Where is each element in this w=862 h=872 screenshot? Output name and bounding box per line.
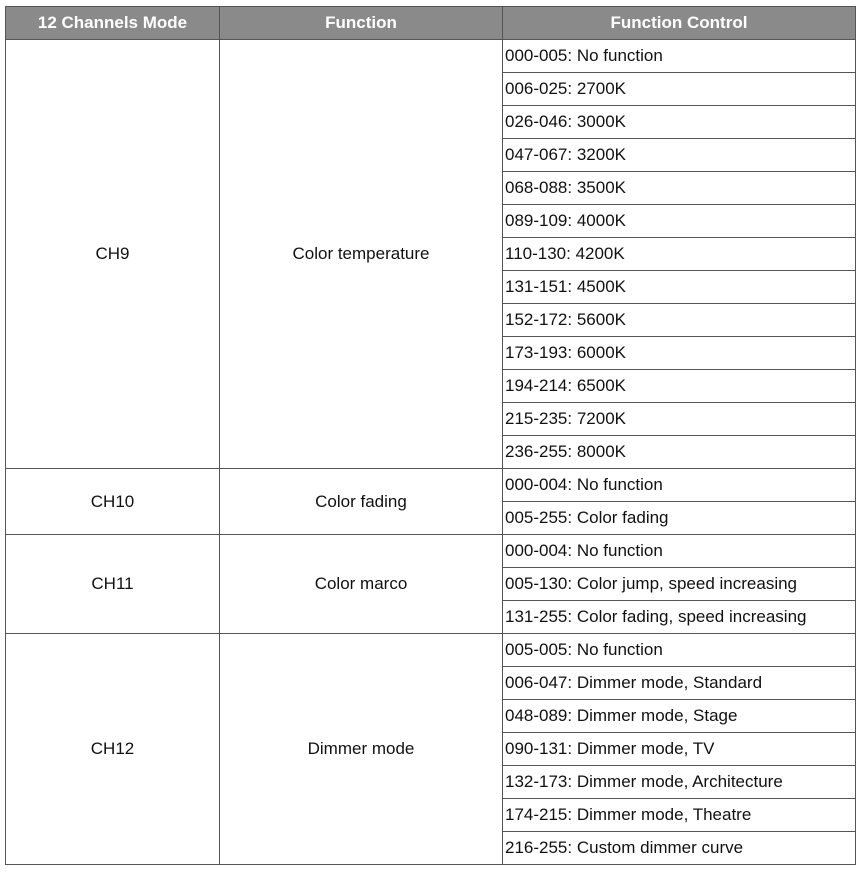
table-header	[6, 7, 856, 40]
function-control-cell: 005-255: Color fading	[503, 502, 856, 535]
function-control-cell: 005-130: Color jump, speed increasing	[503, 568, 856, 601]
channel-cell: CH12	[6, 634, 220, 865]
function-control-cell: 131-151: 4500K	[503, 271, 856, 304]
function-control-cell: 174-215: Dimmer mode, Theatre	[503, 799, 856, 832]
function-control-cell: 068-088: 3500K	[503, 172, 856, 205]
function-control-cell: 000-004: No function	[503, 469, 856, 502]
channel-cell: CH10	[6, 469, 220, 535]
header-function: Function	[220, 7, 503, 40]
table-row	[6, 535, 856, 568]
function-control-cell: 006-047: Dimmer mode, Standard	[503, 667, 856, 700]
function-control-cell: 216-255: Custom dimmer curve	[503, 832, 856, 865]
table-row	[6, 634, 856, 667]
function-control-cell: 173-193: 6000K	[503, 337, 856, 370]
function-control-cell: 110-130: 4200K	[503, 238, 856, 271]
table-body	[6, 40, 856, 865]
function-cell: Dimmer mode	[220, 634, 503, 865]
function-control-cell: 000-005: No function	[503, 40, 856, 73]
function-control-cell: 132-173: Dimmer mode, Architecture	[503, 766, 856, 799]
channel-cell: CH9	[6, 40, 220, 469]
function-control-cell: 048-089: Dimmer mode, Stage	[503, 700, 856, 733]
table-row	[6, 40, 856, 73]
function-cell: Color marco	[220, 535, 503, 634]
function-control-cell: 089-109: 4000K	[503, 205, 856, 238]
table-row	[6, 469, 856, 502]
function-cell: Color fading	[220, 469, 503, 535]
header-row	[6, 7, 856, 40]
function-control-cell: 006-025: 2700K	[503, 73, 856, 106]
header-channels-mode: 12 Channels Mode	[6, 7, 220, 40]
function-control-cell: 000-004: No function	[503, 535, 856, 568]
function-control-cell: 194-214: 6500K	[503, 370, 856, 403]
function-control-cell: 236-255: 8000K	[503, 436, 856, 469]
function-control-cell: 005-005: No function	[503, 634, 856, 667]
function-control-cell: 047-067: 3200K	[503, 139, 856, 172]
function-control-cell: 131-255: Color fading, speed increasing	[503, 601, 856, 634]
channel-function-table	[5, 6, 856, 865]
function-control-cell: 090-131: Dimmer mode, TV	[503, 733, 856, 766]
function-control-cell: 026-046: 3000K	[503, 106, 856, 139]
header-function-control: Function Control	[503, 7, 856, 40]
function-cell: Color temperature	[220, 40, 503, 469]
function-control-cell: 152-172: 5600K	[503, 304, 856, 337]
function-control-cell: 215-235: 7200K	[503, 403, 856, 436]
channel-cell: CH11	[6, 535, 220, 634]
